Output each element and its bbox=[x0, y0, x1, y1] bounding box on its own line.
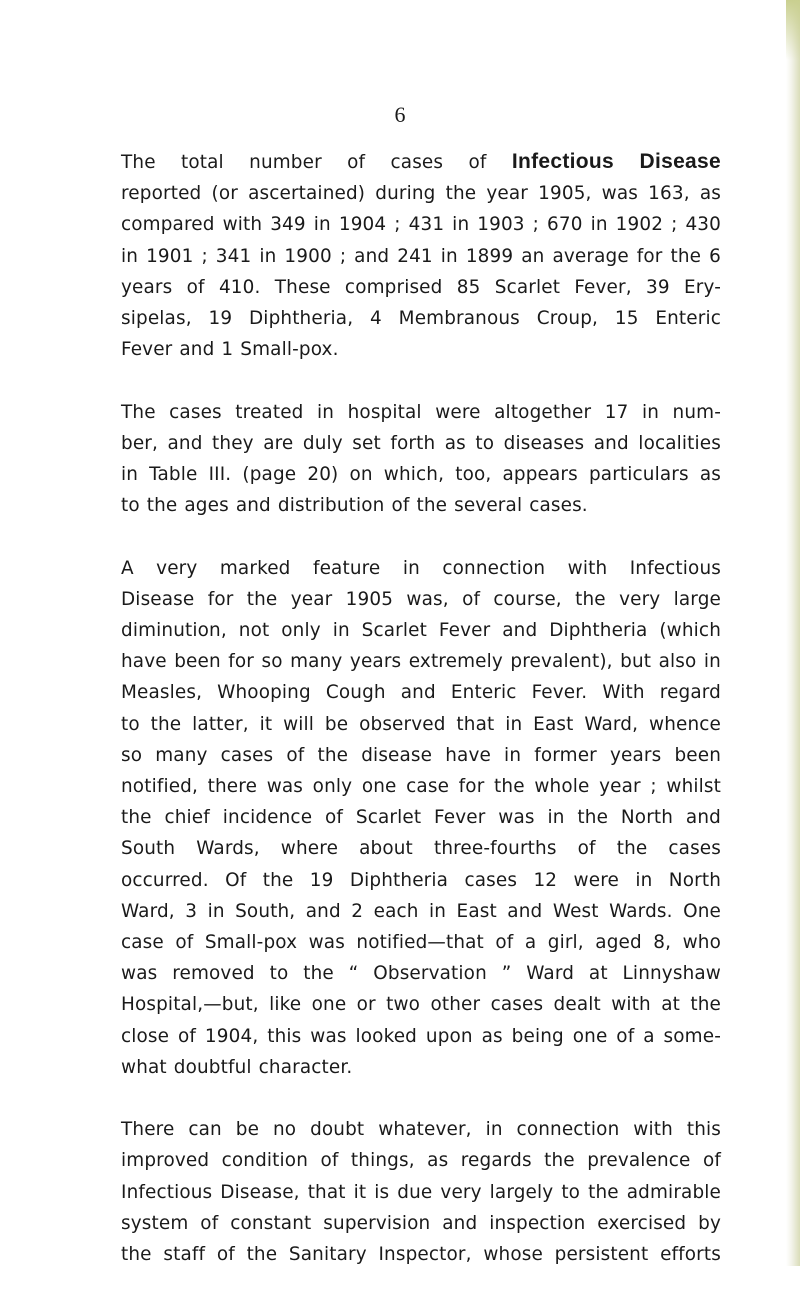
line-text: Ward, 3 in South, and 2 each in East and West Wards. One bbox=[121, 900, 721, 922]
line-text: system of constant supervision and inspection exercised by bbox=[121, 1212, 721, 1234]
text-line bbox=[121, 896, 721, 927]
line-text: South Wards, where about three-fourths of the cases bbox=[121, 838, 721, 860]
line-text: in Table III. (page 20) on which, too, appears particulars as bbox=[121, 464, 721, 486]
line-text: case of Small-pox was notified—that of a girl, aged 8, who bbox=[121, 932, 721, 954]
text-line bbox=[121, 615, 721, 646]
paragraph bbox=[121, 553, 721, 1083]
text-line bbox=[121, 1145, 721, 1176]
text-line bbox=[121, 989, 721, 1020]
text-line bbox=[121, 553, 721, 584]
line-text: to the latter, it will be observed that in East Ward, whence bbox=[121, 713, 721, 735]
page-number: 6 bbox=[394, 102, 406, 127]
paragraph bbox=[121, 1114, 721, 1270]
line-text: have been for so many years extremely prevalent), but also in bbox=[121, 651, 721, 673]
text-line bbox=[121, 241, 721, 272]
text-line bbox=[121, 677, 721, 708]
paragraph bbox=[121, 397, 721, 522]
line-text: what doubtful character. bbox=[121, 1056, 353, 1078]
text-line bbox=[121, 397, 721, 428]
line-text: to the ages and distribution of the several cases. bbox=[121, 495, 588, 517]
line-text: was removed to the “ Observation ” Ward at Linnyshaw bbox=[121, 963, 721, 985]
line-text: the staff of the Sanitary Inspector, whose persistent efforts bbox=[121, 1244, 721, 1266]
text-line bbox=[121, 927, 721, 958]
text-line bbox=[121, 958, 721, 989]
text-line bbox=[121, 428, 721, 459]
line-text: compared with 349 in 1904 ; 431 in 1903 ; 670 in 1902 ; 430 bbox=[121, 214, 721, 236]
text-line bbox=[121, 272, 721, 303]
text-line bbox=[121, 490, 721, 521]
line-text: Infectious Disease, that it is due very largely to the admirable bbox=[121, 1181, 721, 1203]
text-line bbox=[121, 1177, 721, 1208]
text-line bbox=[121, 209, 721, 240]
emphasized-phrase: Infectious Disease bbox=[511, 150, 721, 173]
body-text bbox=[121, 146, 721, 1301]
text-line bbox=[121, 459, 721, 490]
line-text: A very marked feature in connection with Infectious bbox=[121, 557, 721, 579]
text-line bbox=[121, 146, 721, 178]
text-line bbox=[121, 740, 721, 771]
line-text: Measles, Whooping Cough and Enteric Fever. With regard bbox=[121, 682, 721, 704]
line-text: There can be no doubt whatever, in connection with this bbox=[121, 1119, 721, 1141]
line-text: The cases treated in hospital were altogether 17 in num- bbox=[121, 401, 721, 423]
line-text: notified, there was only one case for the whole year ; whilst bbox=[121, 776, 721, 798]
text-line bbox=[121, 334, 721, 365]
text-line bbox=[121, 646, 721, 677]
line-text: Hospital,—but, like one or two other cases dealt with at the bbox=[121, 994, 721, 1016]
line-text: the chief incidence of Scarlet Fever was in the North and bbox=[121, 807, 721, 829]
line-text: ber, and they are duly set forth as to diseases and localities bbox=[121, 432, 721, 454]
line-text: in 1901 ; 341 in 1900 ; and 241 in 1899 an average for the 6 bbox=[121, 245, 721, 267]
page-edge-shadow bbox=[786, 0, 800, 1266]
line-text: sipelas, 19 Diphtheria, 4 Membranous Croup, 15 Enteric bbox=[121, 308, 721, 330]
text-line bbox=[121, 303, 721, 334]
line-text: improved condition of things, as regards the prevalence of bbox=[121, 1150, 721, 1172]
text-line bbox=[121, 1052, 721, 1083]
line-text: diminution, not only in Scarlet Fever and Diphtheria (which bbox=[121, 620, 721, 642]
text-line bbox=[121, 709, 721, 740]
text-line bbox=[121, 802, 721, 833]
paragraph bbox=[121, 146, 721, 365]
text-line bbox=[121, 865, 721, 896]
line-text: Fever and 1 Small-pox. bbox=[121, 339, 339, 361]
text-line bbox=[121, 178, 721, 209]
line-text: Disease for the year 1905 was, of course, the very large bbox=[121, 588, 721, 610]
line-text: reported (or ascertained) during the year 1905, was 163, as bbox=[121, 183, 721, 205]
text-line bbox=[121, 1208, 721, 1239]
line-text: The total number of cases of bbox=[121, 152, 512, 173]
text-line bbox=[121, 1114, 721, 1145]
line-text: occurred. Of the 19 Diphtheria cases 12 were in North bbox=[121, 869, 721, 891]
page-edge-stain bbox=[786, 0, 800, 60]
line-text: years of 410. These comprised 85 Scarlet Fever, 39 Ery- bbox=[121, 276, 721, 298]
text-line bbox=[121, 1021, 721, 1052]
line-text: close of 1904, this was looked upon as being one of a some- bbox=[121, 1025, 721, 1047]
text-line bbox=[121, 833, 721, 864]
text-line bbox=[121, 771, 721, 802]
text-line bbox=[121, 584, 721, 615]
line-text: so many cases of the disease have in former years been bbox=[121, 744, 721, 766]
